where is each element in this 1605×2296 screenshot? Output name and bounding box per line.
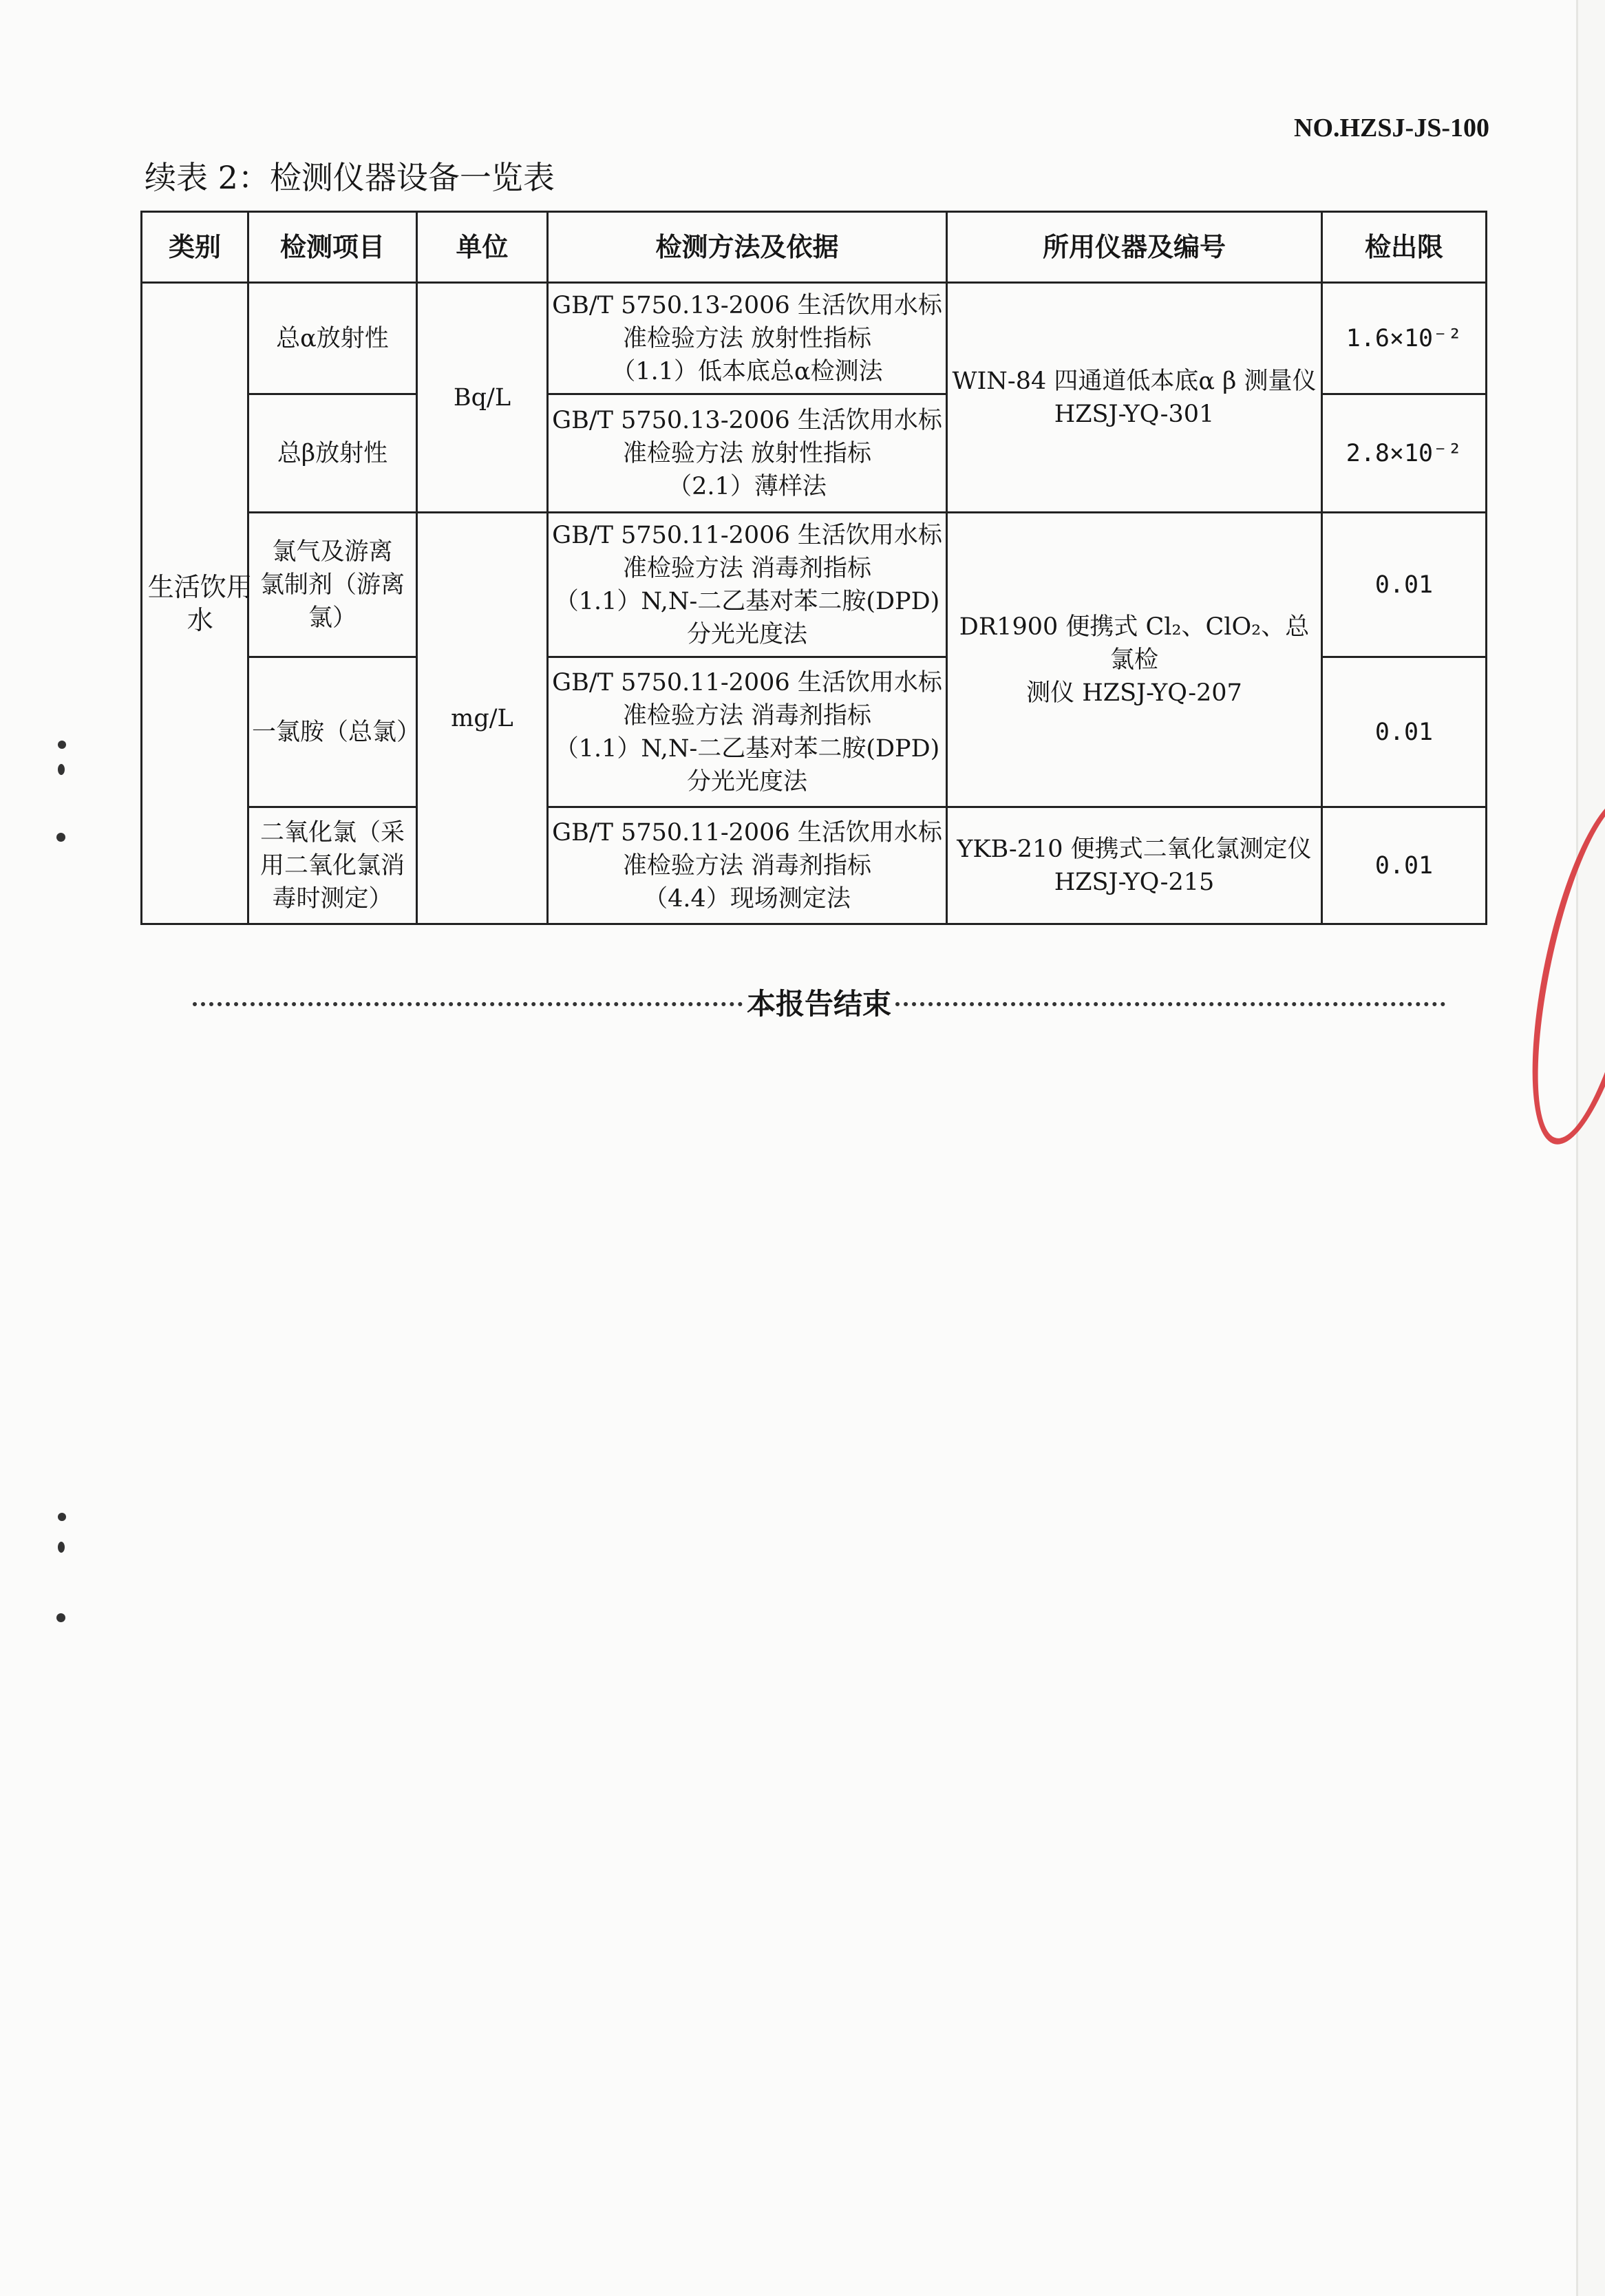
col-header-unit: 单位: [417, 212, 548, 283]
item-cell: 一氯胺（总氯）: [248, 657, 417, 807]
dotted-leader-right: [895, 1002, 1445, 1006]
method-cell: GB/T 5750.13-2006 生活饮用水标 准检验方法 放射性指标 （2.1）薄样法: [548, 394, 947, 513]
instrument-cell-chlorine: DR1900 便携式 Cl₂、ClO₂、总氯检 测仪 HZSJ-YQ-207: [947, 513, 1322, 807]
table-row: [142, 283, 1487, 394]
report-end-marker: [193, 981, 1445, 1023]
limit-cell: 0.01: [1322, 513, 1487, 657]
col-header-item: 检测项目: [248, 212, 417, 283]
col-header-limit: 检出限: [1322, 212, 1487, 283]
table-title: 续表 2：检测仪器设备一览表: [145, 159, 555, 196]
unit-cell-radioactivity: Bq/L: [417, 283, 548, 513]
instrument-cell-chlorine-dioxide: YKB-210 便携式二氧化氯测定仪 HZSJ-YQ-215: [947, 807, 1322, 924]
method-cell: GB/T 5750.13-2006 生活饮用水标 准检验方法 放射性指标 （1.1）低本底总α检测法: [548, 283, 947, 394]
binding-hole-mark: [58, 764, 65, 775]
dotted-leader-left: [193, 1002, 743, 1006]
item-cell: 总α放射性: [248, 283, 417, 394]
limit-cell: 2.8×10⁻²: [1322, 394, 1487, 513]
instrument-cell-radioactivity: WIN-84 四通道低本底α β 测量仪 HZSJ-YQ-301: [947, 283, 1322, 513]
method-cell: GB/T 5750.11-2006 生活饮用水标 准检验方法 消毒剂指标 （4.4）现场测定法: [548, 807, 947, 924]
item-cell: 二氧化氯（采 用二氧化氯消 毒时测定）: [248, 807, 417, 924]
binding-hole-mark: [58, 741, 66, 749]
binding-hole-mark: [58, 1513, 66, 1521]
table-row: [142, 807, 1487, 924]
limit-cell: 0.01: [1322, 657, 1487, 807]
binding-hole-mark: [56, 1613, 65, 1622]
col-header-method: 检测方法及依据: [548, 212, 947, 283]
limit-cell: 0.01: [1322, 807, 1487, 924]
table-header-row: [142, 212, 1487, 283]
limit-cell: 1.6×10⁻²: [1322, 283, 1487, 394]
report-number: NO.HZSJ-JS-100: [1294, 114, 1489, 142]
binding-hole-mark: [58, 1542, 65, 1553]
end-text: 本报告结束: [747, 987, 892, 1021]
method-cell: GB/T 5750.11-2006 生活饮用水标 准检验方法 消毒剂指标 （1.1）N,N-二乙基对苯二胺(DPD) 分光光度法: [548, 513, 947, 657]
method-cell: GB/T 5750.11-2006 生活饮用水标 准检验方法 消毒剂指标 （1.1）N,N-二乙基对苯二胺(DPD) 分光光度法: [548, 657, 947, 807]
col-header-instrument: 所用仪器及编号: [947, 212, 1322, 283]
equipment-table: [140, 211, 1487, 925]
col-header-category: 类别: [142, 212, 248, 283]
binding-hole-mark: [56, 833, 65, 842]
table-row: [142, 513, 1487, 657]
category-cell: 生活饮用水: [142, 283, 248, 924]
item-cell: 总β放射性: [248, 394, 417, 513]
item-cell: 氯气及游离 氯制剂（游离 氯）: [248, 513, 417, 657]
unit-cell-chlorine: mg/L: [417, 513, 548, 924]
